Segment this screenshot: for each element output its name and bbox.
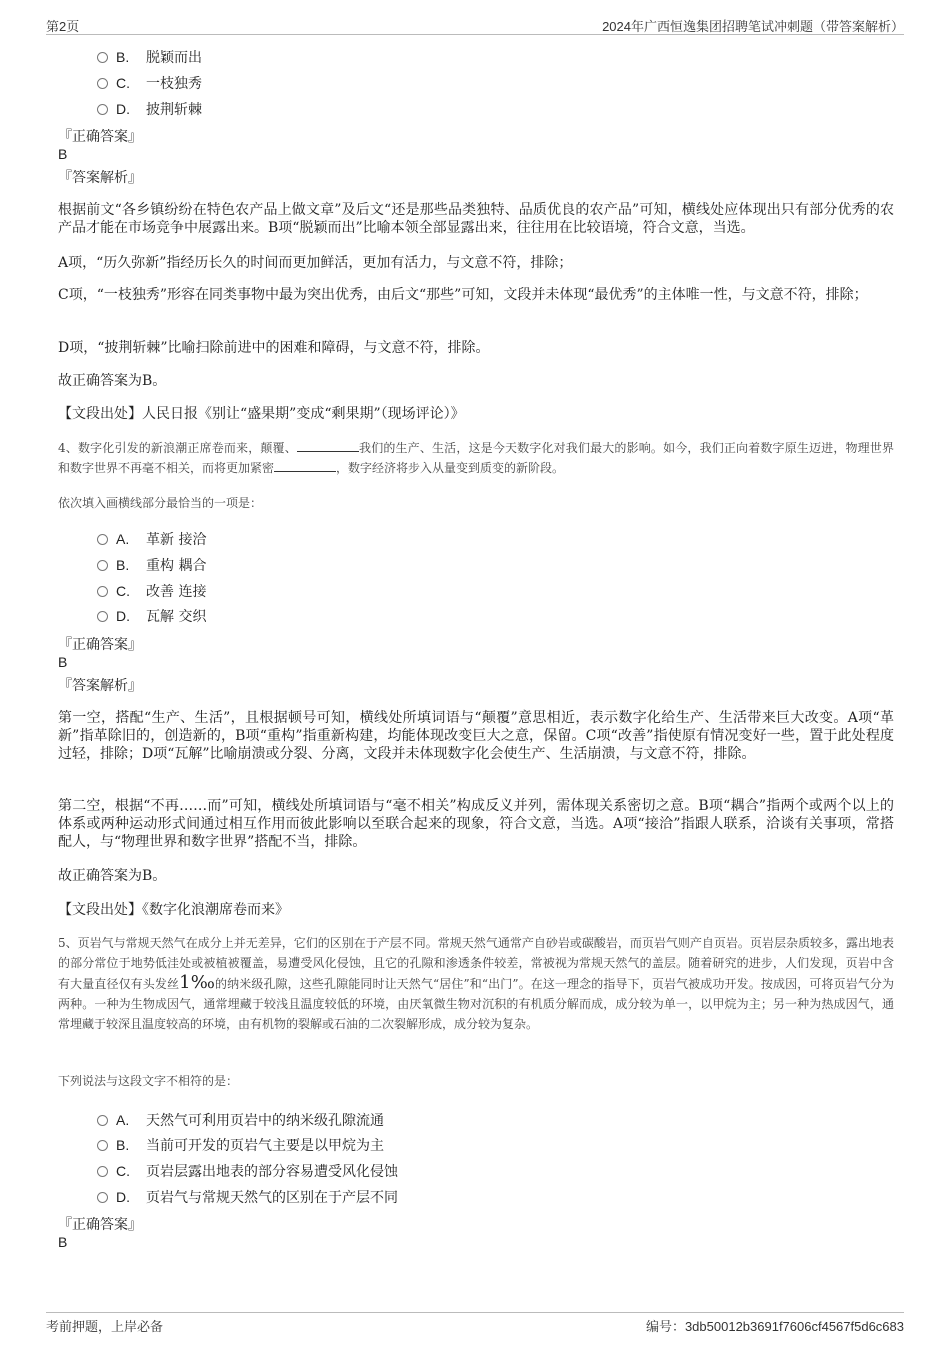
q3-analysis-paragraph: A项，“历久弥新”指经历长久的时间而更加鲜活，更加有活力，与文意不符，排除；	[58, 255, 573, 271]
q3-analysis-paragraph: D项，“披荆斩棘”比喻扫除前进中的困难和障碍，与文意不符，排除。	[58, 340, 490, 356]
q4-stem: 4、数字化引发的新浪潮正席卷而来，颠覆、 我们的生产、生活，这是今天数字化对我们最大的影响。如今，我们正向着数字原生迈进，物理世界和数字世界不再毫不相关，而将更加紧密 ，数字经济将步入从量变到质变的新阶段。	[58, 441, 894, 475]
q5-stem: 5、页岩气与常规天然气在成分上并无差异，它们的区别在于产层不同。常规天然气通常产自砂岩或碳酸岩，而页岩气则产自页岩。页岩层杂质较多，露出地表的部分常位于地势低洼处或被植被覆盖，易遭受风化侵蚀，且它的孔隙和渗透条件较差，常被视为常规天然气的盖层。随着研究的进步，人们发现，页岩中含有大量直径仅有头发丝1‰的纳米级孔隙，这些孔隙能同时让天然气“居住”和“出门”。在这一理念的指导下，页岩气被成功开发。按成因，可将页岩气分为两种。一种为生物成因气，通常埋藏于较浅且温度较低的环境，由厌氧微生物对沉积的有机质分解而成，成分较为单一，以甲烷为主；另一种为热成因气，通常埋藏于较深且温度较高的环境，由有机物的裂解或石油的二次裂解形成，成分较为复杂。	[58, 936, 894, 1031]
radio-icon[interactable]	[97, 52, 108, 63]
radio-icon[interactable]	[97, 1115, 108, 1126]
q3-analysis-label: 『答案解析』	[58, 170, 142, 186]
q3-analysis-paragraph: 根据前文“各乡镇纷纷在特色农产品上做文章”及后文“还是那些品类独特、品质优良的农产品”可知，横线处应体现出只有部分优秀的农产品才能在市场竞争中展露出来。B项“脱颖而出”比喻本领全部显露出来，往往用在比较语境，符合文意，当选。	[58, 202, 894, 236]
q3-option-d[interactable]: D. 披荆斩棘	[97, 99, 202, 119]
radio-icon[interactable]	[97, 1140, 108, 1151]
q3-answer: B	[58, 146, 68, 162]
fill-blank	[274, 459, 336, 472]
q5-answer: B	[58, 1234, 68, 1250]
radio-icon[interactable]	[97, 1166, 108, 1177]
radio-icon[interactable]	[97, 560, 108, 571]
q4-option-b[interactable]: B. 重构 耦合	[97, 555, 206, 575]
q4-answer: B	[58, 654, 68, 670]
q4-correct-answer-label: 『正确答案』	[58, 637, 142, 653]
q4-prompt: 依次填入画横线部分最恰当的一项是：	[58, 496, 263, 510]
q4-conclusion: 故正确答案为B。	[58, 868, 167, 884]
document-code: 编号：3db50012b3691f7606cf4567f5d6c683	[645, 1319, 904, 1334]
q3-correct-answer-label: 『正确答案』	[58, 129, 142, 145]
radio-icon[interactable]	[97, 104, 108, 115]
radio-icon[interactable]	[97, 586, 108, 597]
footer-slogan: 考前押题，上岸必备	[46, 1320, 164, 1335]
radio-icon[interactable]	[97, 78, 108, 89]
page-header	[46, 14, 904, 35]
q4-analysis-paragraph: 第二空，根据“不再……而”可知，横线处所填词语与“毫不相关”构成反义并列，需体现关系密切之意。B项“耦合”指两个或两个以上的体系或两种运动形式间通过相互作用而彼此影响以至联合起来的现象，符合文意，当选。A项“接洽”指跟人联系，洽谈有关事项，常搭配人，与“物理世界和数字世界”搭配不当，排除。	[58, 798, 894, 850]
page-number: 第2页	[46, 19, 80, 34]
q4-analysis-paragraph: 第一空，搭配“生产、生活”，且根据顿号可知，横线处所填词语与“颠覆”意思相近，表示数字化给生产、生活带来巨大改变。A项“革新”指革除旧的，创造新的，B项“重构”指重新构建，均能体现改变巨大之意，保留。C项“改善”指使原有情况变好一些，置于此处程度过轻，排除；D项“瓦解”比喻崩溃或分裂、分离，文段并未体现数字化会使生产、生活崩溃，与文意不符，排除。	[58, 710, 894, 762]
q3-option-c[interactable]: C. 一枝独秀	[97, 73, 202, 93]
q3-analysis-paragraph: C项，“一枝独秀”形容在同类事物中最为突出优秀，由后文“那些”可知，文段并未体现“最优秀”的主体唯一性，与文意不符，排除；	[58, 287, 868, 303]
q4-option-d[interactable]: D. 瓦解 交织	[97, 606, 206, 626]
radio-icon[interactable]	[97, 611, 108, 622]
q4-option-a[interactable]: A. 革新 接洽	[97, 529, 206, 549]
radio-icon[interactable]	[97, 1192, 108, 1203]
page-footer	[46, 1312, 904, 1337]
q5-prompt: 下列说法与这段文字不相符的是：	[58, 1074, 239, 1088]
q5-option-d[interactable]: D. 页岩气与常规天然气的区别在于产层不同	[97, 1187, 398, 1207]
q5-option-b[interactable]: B. 当前可开发的页岩气主要是以甲烷为主	[97, 1135, 384, 1155]
fill-blank	[297, 439, 359, 452]
q5-correct-answer-label: 『正确答案』	[58, 1217, 142, 1233]
q5-option-a[interactable]: A. 天然气可利用页岩中的纳米级孔隙流通	[97, 1110, 384, 1130]
q5-option-c[interactable]: C. 页岩层露出地表的部分容易遭受风化侵蚀	[97, 1161, 398, 1181]
q4-analysis-label: 『答案解析』	[58, 678, 142, 694]
q4-option-c[interactable]: C. 改善 连接	[97, 581, 206, 601]
q4-source: 【文段出处】《数字化浪潮席卷而来》	[58, 902, 289, 918]
permille-symbol: 1‰	[179, 972, 215, 993]
q3-conclusion: 故正确答案为B。	[58, 373, 167, 389]
document-title: 2024年广西恒逸集团招聘笔试冲刺题（带答案解析）	[602, 19, 904, 34]
q3-source: 【文段出处】人民日报《别让“盛果期”变成“剩果期”（现场评论）》	[58, 406, 465, 422]
radio-icon[interactable]	[97, 534, 108, 545]
q3-option-b[interactable]: B. 脱颖而出	[97, 47, 202, 67]
